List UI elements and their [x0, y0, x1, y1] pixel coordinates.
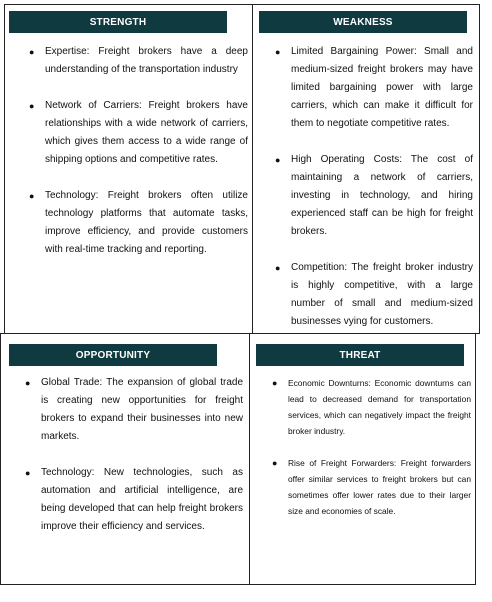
opportunity-list — [25, 374, 243, 536]
weakness-header: WEAKNESS — [259, 11, 467, 33]
list-item: ● Network of Carriers: Freight brokers have relationships with a wide network of carriers, which gives them access to a wide range of shipping options and competitive rates. — [29, 97, 248, 169]
list-item: ● Technology: Freight brokers often utilize technology platforms that automate tasks, improve efficiency, and provide customers with real-time tracking and reporting. — [29, 187, 248, 259]
bullet-icon: ● — [275, 155, 281, 165]
strength-quadrant — [4, 4, 253, 334]
strength-list — [29, 43, 248, 259]
threat-list — [272, 375, 471, 519]
list-item: ● Global Trade: The expansion of global trade is creating new opportunities for freight brokers to expand their businesses into new markets. — [25, 374, 243, 446]
bullet-icon: ● — [25, 468, 31, 478]
bullet-icon: ● — [272, 458, 278, 468]
bullet-icon: ● — [275, 47, 281, 57]
strength-header: STRENGTH — [9, 11, 227, 33]
list-item: ● Limited Bargaining Power: Small and medium-sized freight brokers may have limited bargaining power with large carriers, which can make it difficult for them to negotiate competitive rates. — [275, 43, 473, 133]
list-item: ● High Operating Costs: The cost of maintaining a network of carriers, investing in technology, and hiring experienced staff can be high for freight brokers. — [275, 151, 473, 241]
list-item: ● Rise of Freight Forwarders: Freight forwarders offer similar services to freight brokers but can sometimes offer lower rates due to their larger size and economies of scale. — [272, 455, 471, 519]
list-item: ● Competition: The freight broker industry is highly competitive, with a large number of small and medium-sized businesses vying for customers. — [275, 259, 473, 331]
bullet-icon: ● — [29, 47, 35, 57]
weakness-quadrant — [252, 4, 480, 334]
threat-header: THREAT — [256, 344, 464, 366]
opportunity-header: OPPORTUNITY — [9, 344, 217, 366]
bullet-icon: ● — [275, 263, 281, 273]
threat-quadrant — [249, 333, 476, 585]
bullet-icon: ● — [25, 378, 31, 388]
opportunity-quadrant — [0, 333, 250, 585]
bullet-icon: ● — [272, 378, 278, 388]
list-item: ● Economic Downturns: Economic downturns can lead to decreased demand for transportation services, which can negatively impact the freight broker industry. — [272, 375, 471, 439]
weakness-list — [275, 43, 473, 331]
bullet-icon: ● — [29, 191, 35, 201]
list-item: ● Technology: New technologies, such as automation and artificial intelligence, are being developed that can help freight brokers improve their efficiency and services. — [25, 464, 243, 536]
bullet-icon: ● — [29, 101, 35, 111]
list-item: ● Expertise: Freight brokers have a deep understanding of the transportation industry — [29, 43, 248, 79]
